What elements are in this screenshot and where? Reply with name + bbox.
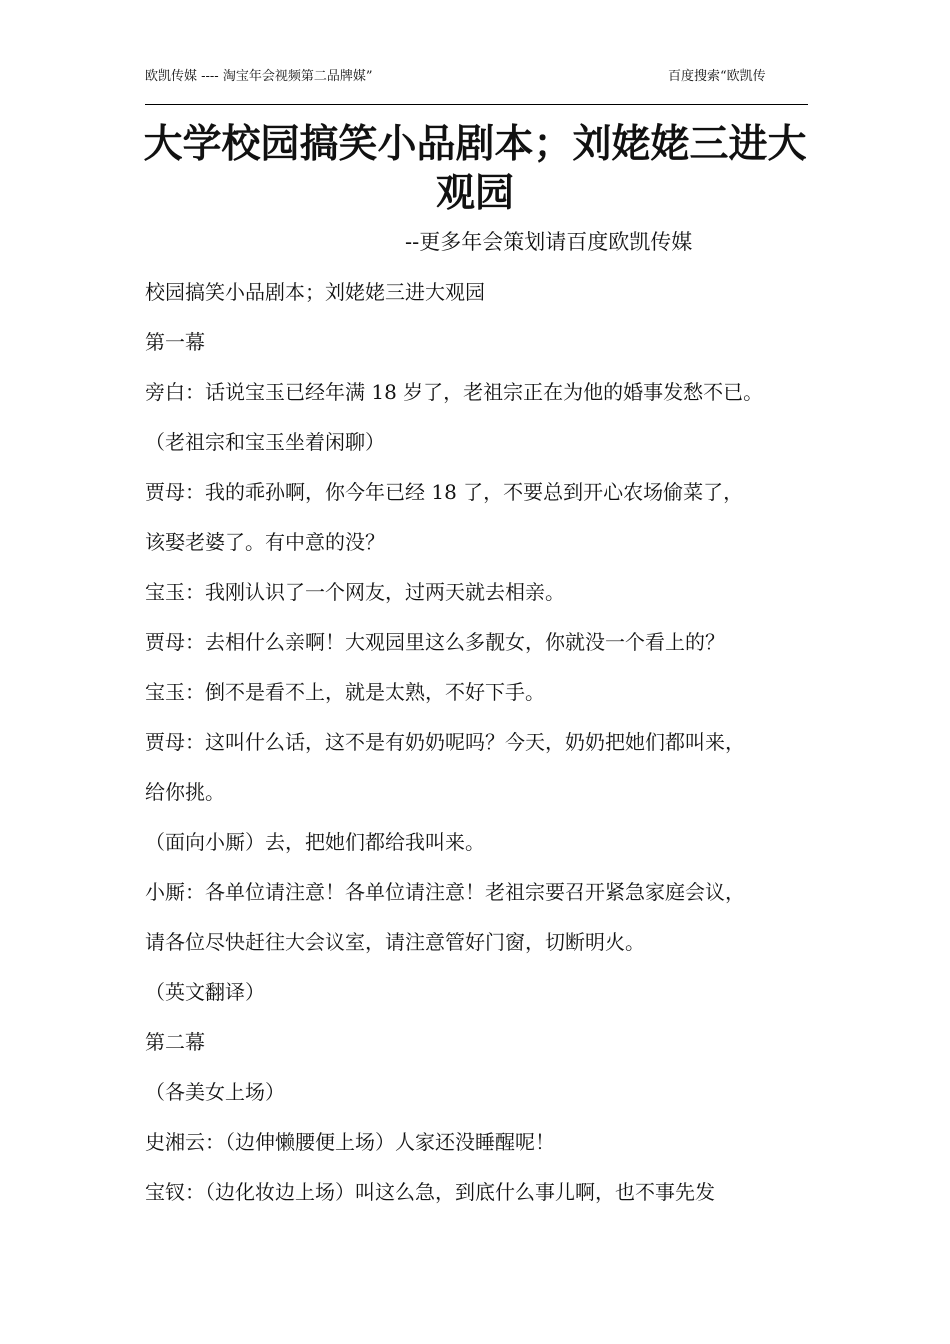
script-line: 该娶老婆了。有中意的没？ <box>145 530 385 554</box>
document-title: 大学校园搞笑小品剧本；刘姥姥三进大观园 <box>143 121 807 216</box>
document-subtitle: --更多年会策划请百度欧凯传媒 <box>405 230 693 254</box>
script-line: 小厮：各单位请注意！各单位请注意！老祖宗要召开紧急家庭会议， <box>145 880 745 904</box>
page-header <box>145 68 808 105</box>
stage-direction: （面向小厮）去，把她们都给我叫来。 <box>145 830 485 854</box>
act-heading: 第二幕 <box>145 1030 205 1054</box>
header-right-text: 百度搜索“欧凯传 <box>668 69 766 84</box>
script-body <box>145 275 825 1225</box>
stage-direction: （老祖宗和宝玉坐着闲聊） <box>145 430 385 454</box>
script-line: 宝玉：我刚认识了一个网友，过两天就去相亲。 <box>145 580 565 604</box>
stage-direction: （各美女上场） <box>145 1080 285 1104</box>
script-line: 请各位尽快赶往大会议室，请注意管好门窗，切断明火。 <box>145 930 645 954</box>
script-line: 校园搞笑小品剧本；刘姥姥三进大观园 <box>145 280 485 304</box>
stage-direction: （英文翻译） <box>145 980 265 1004</box>
act-heading: 第一幕 <box>145 330 205 354</box>
header-left-text: 欧凯传媒 ---- 淘宝年会视频第二品牌媒” <box>145 69 373 84</box>
script-line: 贾母：这叫什么话，这不是有奶奶呢吗？今天，奶奶把她们都叫来， <box>145 730 745 754</box>
script-line: 贾母：去相什么亲啊！大观园里这么多靓女，你就没一个看上的？ <box>145 630 725 654</box>
script-line: 宝玉：倒不是看不上，就是太熟，不好下手。 <box>145 680 545 704</box>
script-line: 给你挑。 <box>145 780 225 804</box>
script-line: 贾母：我的乖孙啊，你今年已经 18 了，不要总到开心农场偷菜了， <box>145 480 744 504</box>
script-line: 宝钗：（边化妆边上场）叫这么急，到底什么事儿啊，也不事先发 <box>145 1180 715 1204</box>
script-line: 旁白：话说宝玉已经年满 18 岁了，老祖宗正在为他的婚事发愁不已。 <box>145 380 764 404</box>
script-line: 史湘云：（边伸懒腰便上场）人家还没睡醒呢！ <box>145 1130 555 1154</box>
